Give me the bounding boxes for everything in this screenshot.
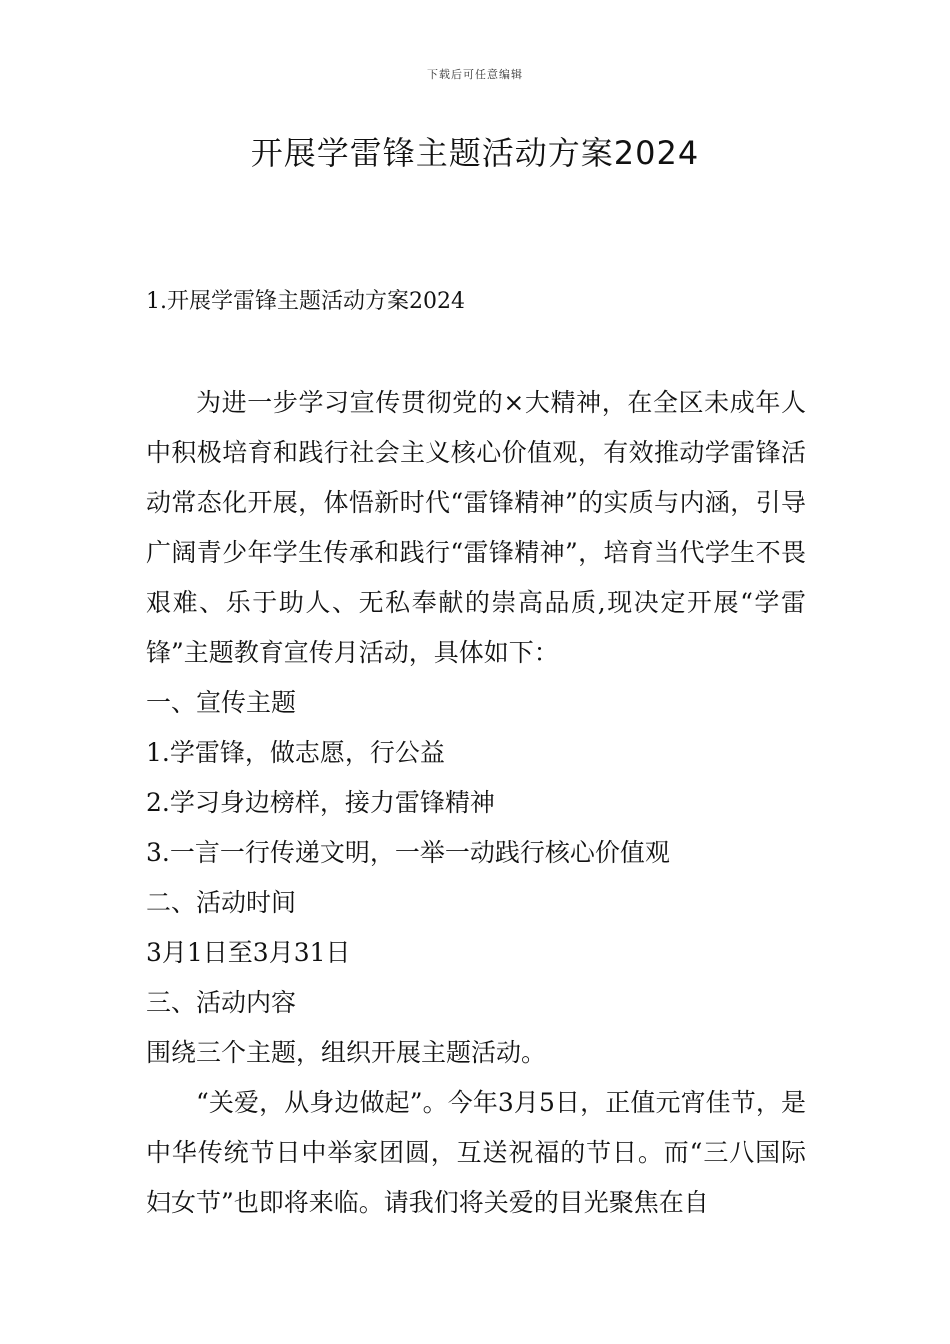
- heading-activity-content: 三、活动内容: [146, 988, 297, 1017]
- document-body: [146, 378, 806, 1228]
- activity-content-intro: 围绕三个主题，组织开展主题活动。: [146, 1038, 547, 1067]
- theme-item-3: 3.一言一行传递文明，一举一动践行核心价值观: [146, 838, 670, 867]
- activity-time-value: 3月1日至3月31日: [146, 938, 351, 967]
- care-paragraph: “关爱，从身边做起”。今年3月5日，正值元宵佳节，是中华传统节日中举家团圆，互送祝福的节日。而“三八国际妇女节”也即将来临。请我们将关爱的目光聚焦在自: [146, 1088, 806, 1217]
- heading-publicity-theme: 一、宣传主题: [146, 688, 297, 717]
- theme-item-1: 1.学雷锋，做志愿，行公益: [146, 738, 445, 767]
- section-heading: 1.开展学雷锋主题活动方案2024: [146, 289, 465, 314]
- theme-item-2: 2.学习身边榜样，接力雷锋精神: [146, 788, 495, 817]
- heading-activity-time: 二、活动时间: [146, 888, 297, 917]
- page-title: 开展学雷锋主题活动方案2024: [250, 134, 700, 172]
- intro-paragraph: 为进一步学习宣传贯彻党的×大精神，在全区未成年人中积极培育和践行社会主义核心价值观，有效推动学雷锋活动常态化开展，体悟新时代“雷锋精神”的实质与内涵，引导广阔青少年学生传承和践行“雷锋精神”，培育当代学生不畏艰难、乐于助人、无私奉献的崇高品质,现决定开展“学雷锋”主题教育宣传月活动，具体如下：: [146, 388, 806, 667]
- header-note: 下载后可任意编辑: [427, 68, 523, 81]
